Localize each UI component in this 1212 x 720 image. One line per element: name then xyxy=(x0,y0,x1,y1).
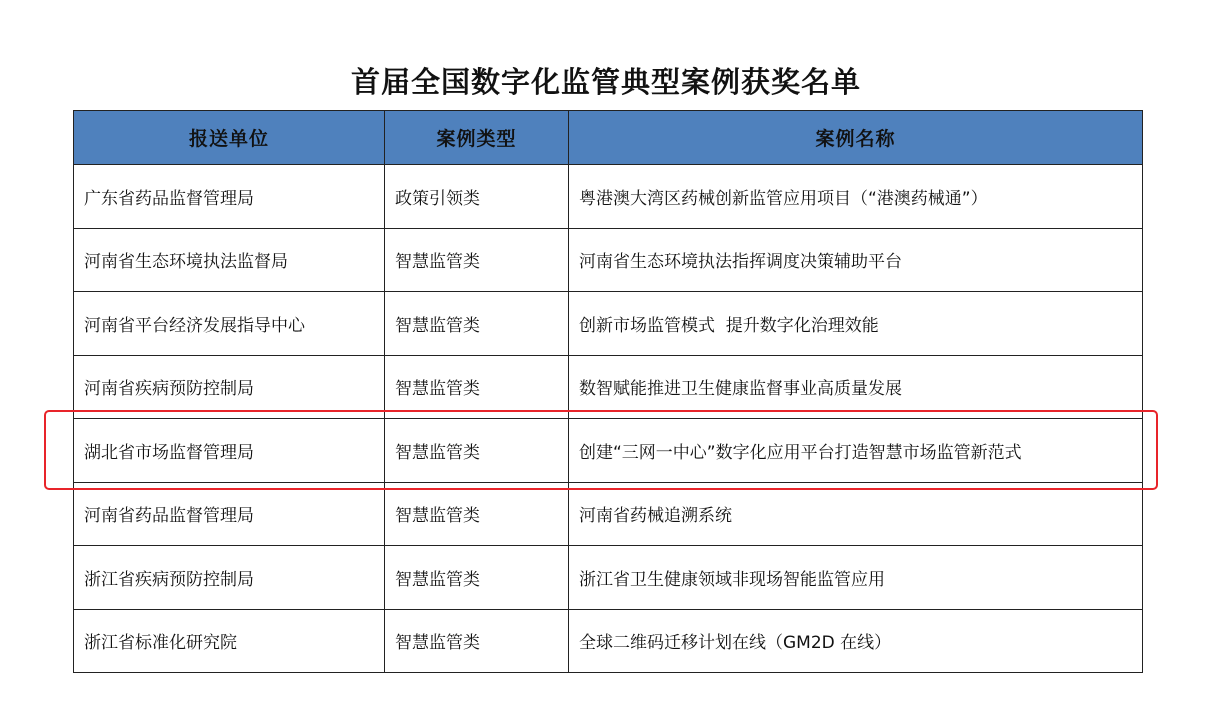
cell-type: 智慧监管类 xyxy=(385,419,569,483)
cell-type: 智慧监管类 xyxy=(385,546,569,610)
cell-case-name: 创建“三网一中心”数字化应用平台打造智慧市场监管新范式 xyxy=(569,419,1143,483)
cell-unit: 广东省药品监督管理局 xyxy=(74,165,385,229)
cell-case-name: 数智赋能推进卫生健康监督事业高质量发展 xyxy=(569,355,1143,419)
cell-case-name: 浙江省卫生健康领域非现场智能监管应用 xyxy=(569,546,1143,610)
cell-case-name: 粤港澳大湾区药械创新监管应用项目（“港澳药械通”） xyxy=(569,165,1143,229)
page-title: 首届全国数字化监管典型案例获奖名单 xyxy=(350,65,861,99)
cell-unit: 河南省药品监督管理局 xyxy=(74,482,385,546)
cell-type: 智慧监管类 xyxy=(385,292,569,356)
cell-unit: 河南省平台经济发展指导中心 xyxy=(74,292,385,356)
cell-unit: 河南省疾病预防控制局 xyxy=(74,355,385,419)
header-case-type: 案例类型 xyxy=(385,111,569,165)
table-row xyxy=(74,609,1143,673)
table-row xyxy=(74,482,1143,546)
cell-type: 智慧监管类 xyxy=(385,482,569,546)
cell-type: 智慧监管类 xyxy=(385,355,569,419)
header-case-name: 案例名称 xyxy=(569,111,1143,165)
cell-case-name: 河南省药械追溯系统 xyxy=(569,482,1143,546)
awards-table xyxy=(73,110,1143,673)
table-row-highlighted xyxy=(74,419,1143,483)
cell-unit: 河南省生态环境执法监督局 xyxy=(74,228,385,292)
header-submitting-unit: 报送单位 xyxy=(74,111,385,165)
table-row xyxy=(74,355,1143,419)
table-row xyxy=(74,292,1143,356)
cell-case-name: 创新市场监管模式 提升数字化治理效能 xyxy=(569,292,1143,356)
table-header-row xyxy=(74,111,1143,165)
table-row xyxy=(74,165,1143,229)
table-row xyxy=(74,546,1143,610)
cell-type: 智慧监管类 xyxy=(385,228,569,292)
cell-case-name: 河南省生态环境执法指挥调度决策辅助平台 xyxy=(569,228,1143,292)
cell-unit: 浙江省标准化研究院 xyxy=(74,609,385,673)
cell-unit: 浙江省疾病预防控制局 xyxy=(74,546,385,610)
cell-case-name: 全球二维码迁移计划在线（GM2D 在线） xyxy=(569,609,1143,673)
table-row xyxy=(74,228,1143,292)
cell-type: 智慧监管类 xyxy=(385,609,569,673)
cell-type: 政策引领类 xyxy=(385,165,569,229)
cell-unit: 湖北省市场监督管理局 xyxy=(74,419,385,483)
